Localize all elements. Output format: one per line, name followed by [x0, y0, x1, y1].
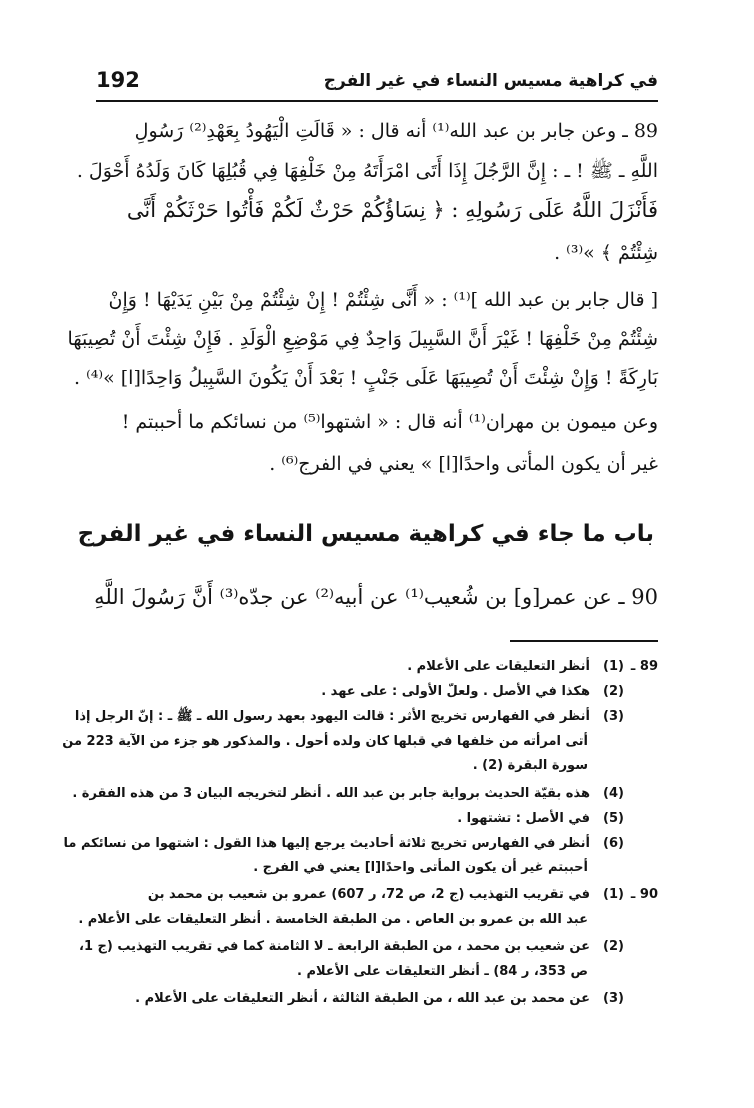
- footnote-divider: [510, 640, 658, 642]
- footnote-number: (2): [603, 939, 624, 954]
- footnote-number: (3): [603, 991, 624, 1006]
- footnote-line: [96, 884, 658, 906]
- footnote-text: في تقريب التهذيب (ج 2، ص 72، ر 607) عمرو بن شعيب بن محمد بن: [147, 887, 590, 902]
- footnote-group: 89 ـ: [630, 659, 658, 674]
- footnote-group: 90 ـ: [630, 887, 658, 902]
- footnote-text: هذه بقيّة الحديث برواية جابر بن عبد الله . أنظر لتخريجه البيان 3 من هذه الفقرة .: [72, 786, 590, 801]
- footnote-text: عن محمد بن عبد الله ، من الطبقة الثالثة ، أنظر التعليقات على الأعلام .: [135, 991, 590, 1006]
- running-title: في كراهية مسيس النساء في غير الفرج: [323, 71, 658, 91]
- footnote-line: [79, 936, 658, 958]
- maymun-line-2: غير أن يكون المأتى واحدًا[ا] » يعني في الفرج⁽⁶⁾ .: [269, 453, 658, 475]
- footnote-line: [96, 681, 658, 703]
- footnote-line: [74, 706, 658, 728]
- footnote-number: (5): [603, 811, 624, 826]
- hadith-89-line-2: اللَّهِ ـ ﷺ ! ـ : إِنَّ الرَّجُلَ إِذَا أَتَى امْرَأَتَهُ مِنْ خَلْفِهَا فِي قُبُلِهَا كَانَ وَلَدُهُ أَحْوَلَ .: [76, 160, 658, 182]
- footnote-number: (3): [603, 709, 624, 724]
- hadith-89-line-3: فَأَنْزَلَ اللَّهُ عَلَى رَسُولِهِ : ﴿ نِسَاؤُكُمْ حَرْثٌ لَكُمْ فَأْتُوا حَرْثَكُمْ أَنَّى: [126, 198, 658, 222]
- hadith-89-line-4: شِئْتُمْ ﴾ »⁽³⁾ .: [554, 242, 658, 264]
- footnote-continuation: عبد الله بن عمرو بن العاص . من الطبقة الخامسة . أنظر التعليقات على الأعلام .: [78, 912, 588, 927]
- section-heading: باب ما جاء في كراهية مسيس النساء في غير الفرج: [77, 521, 654, 547]
- jabir-line-3: بَارِكَةً ! وَإِنْ شِئْتَ أَنْ تُصِيبَهَا عَلَى جَنْبٍ ! بَعْدَ أَنْ يَكُونَ السَّبِيلُ وَاحِدًا[ا] »⁽⁴⁾ .: [74, 367, 658, 389]
- header-divider: [96, 100, 658, 102]
- footnote-line: [63, 833, 658, 855]
- footnote-number: (6): [603, 836, 624, 851]
- footnote-line: [96, 656, 658, 678]
- footnote-text: أنظر في الفهارس تخريج الأثر : قالت اليهود بعهد رسول الله ـ ﷺ ـ : إنّ الرجل إذا: [74, 709, 590, 724]
- footnote-number: (4): [603, 786, 624, 801]
- jabir-line-2: شِئْتُمْ مِنْ خَلْفِهَا ! غَيْرَ أَنَّ السَّبِيلَ وَاحِدٌ فِي مَوْضِعِ الْوَلَدِ . فَإِنْ شِئْتَ أَنْ تُصِيبَهَا: [67, 328, 658, 350]
- footnote-number: (2): [603, 684, 624, 699]
- footnote-text: عن شعيب بن محمد ، من الطبقة الرابعة ـ لا الثامنة كما في تقريب التهذيب (ج 1،: [79, 939, 590, 954]
- page-number: 192: [96, 68, 140, 92]
- footnote-line: [96, 808, 658, 830]
- footnote-number: (1): [603, 659, 624, 674]
- footnote-continuation: أتى امرأته من خلفها في قبلها كان ولده أحول . والمذكور هو جزء من الآية 223 من: [62, 734, 588, 749]
- footnote-line: [72, 783, 658, 805]
- footnote-continuation: ص 353، ر 84) ـ أنظر التعليقات على الأعلام .: [297, 964, 588, 979]
- footnote-text: أنظر التعليقات على الأعلام .: [407, 659, 590, 674]
- footnote-continuation: سورة البقرة (2) .: [472, 758, 588, 773]
- footnote-line: [96, 988, 658, 1010]
- hadith-89-line-1: 89 ـ وعن جابر بن عبد الله⁽¹⁾ أنه قال : « قَالَتِ الْيَهُودُ بِعَهْدِ⁽²⁾ رَسُولِ: [134, 120, 658, 142]
- hadith-90-line: 90 ـ عن عمر[و] بن شُعيب⁽¹⁾ عن أبيه⁽²⁾ عن جدّه⁽³⁾ أَنَّ رَسُولَ اللَّهِ: [94, 585, 658, 609]
- footnote-continuation: أحببتم غير أن يكون المأتى واحدًا[ا] يعني في الفرج .: [253, 860, 588, 875]
- footnote-text: هكذا في الأصل . ولعلّ الأولى : على عهد .: [321, 684, 590, 699]
- jabir-line-1: [ قال جابر بن عبد الله ]⁽¹⁾ : « أَنَّى شِئْتُمْ ! إِنْ شِئْتُمْ مِنْ بَيْنِ يَدَيْهَا ! وَإِنْ: [108, 289, 658, 311]
- footnote-text: في الأصل : تشتهوا .: [457, 811, 590, 826]
- footnote-text: أنظر في الفهارس تخريج ثلاثة أحاديث يرجع إليها هذا القول : اشتهوا من نسائكم ما: [63, 836, 590, 851]
- footnote-number: (1): [603, 887, 624, 902]
- maymun-line-1: وعن ميمون بن مهران⁽¹⁾ أنه قال : « اشتهوا⁽⁵⁾ من نسائكم ما أحببتم !: [121, 411, 658, 433]
